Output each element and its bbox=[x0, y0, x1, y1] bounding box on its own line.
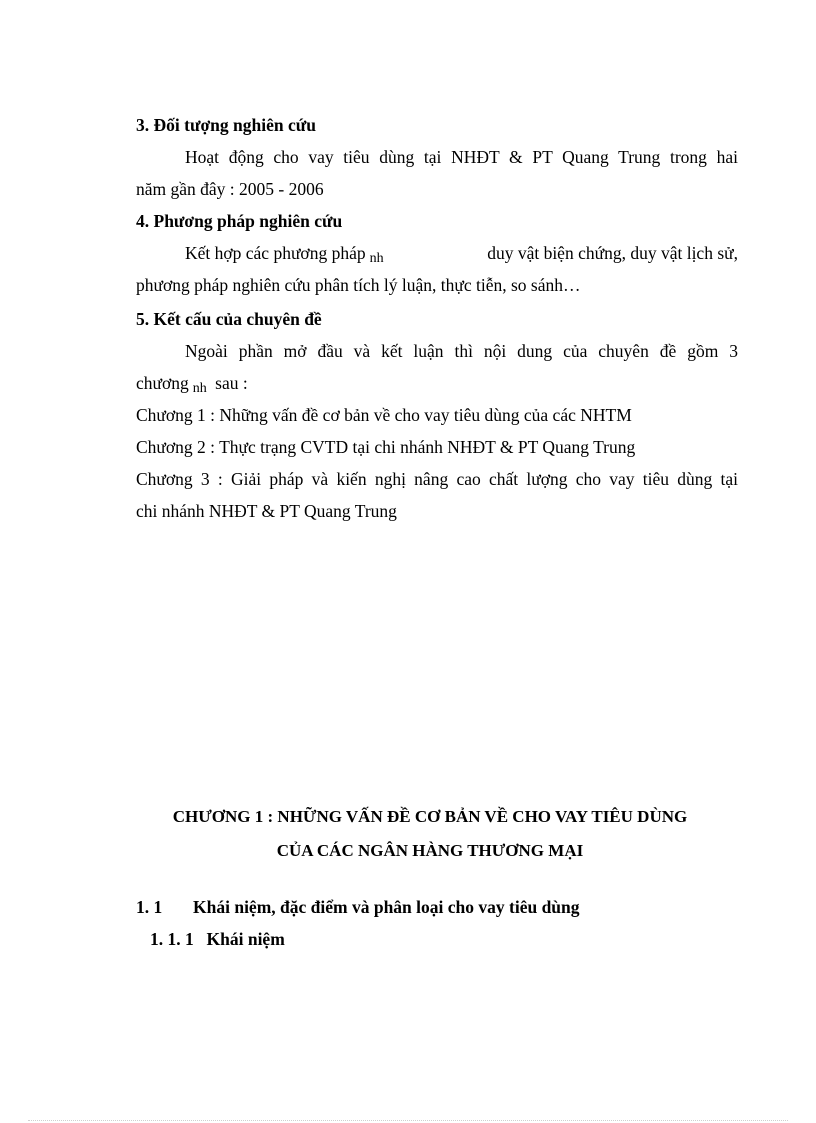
section-5-paragraph-line-2 bbox=[136, 372, 738, 397]
section-4-text-part-b: duy vật biện chứng, duy vật lịch sử, bbox=[487, 243, 738, 263]
section-4-paragraph-line-1 bbox=[185, 242, 738, 267]
chapter-3-outline-line-2: chi nhánh NHĐT & PT Quang Trung bbox=[136, 501, 397, 521]
chapter-3-outline-line-1: Chương 3 : Giải pháp và kiến nghị nâng cao chất lượng cho vay tiêu dùng tại bbox=[136, 469, 738, 489]
section-5-heading: 5. Kết cấu của chuyên đề bbox=[136, 309, 322, 329]
subsection-1-1-1-title: Khái niệm bbox=[206, 929, 285, 949]
section-4-paragraph-line-2: phương pháp nghiên cứu phân tích lý luận, thực tiễn, so sánh… bbox=[136, 275, 581, 295]
section-3-paragraph-line-1: Hoạt động cho vay tiêu dùng tại NHĐT & PT Quang Trung trong hai bbox=[185, 147, 738, 167]
section-5-paragraph-line-1: Ngoài phần mở đầu và kết luận thì nội dung của chuyên đề gồm 3 bbox=[185, 341, 738, 361]
section-5-superscript-fragment: nh bbox=[192, 381, 207, 396]
section-5-text-part-a: chương bbox=[136, 373, 189, 393]
section-5-text-part-b: sau : bbox=[215, 373, 248, 393]
chapter-title-line-1: CHƯƠNG 1 : NHỮNG VẤN ĐỀ CƠ BẢN VỀ CHO VAY TIÊU DÙNG bbox=[172, 807, 688, 826]
chapter-title-line-2: CỦA CÁC NGÂN HÀNG THƯƠNG MẠI bbox=[276, 841, 584, 860]
subsection-1-1-1-heading bbox=[150, 928, 752, 950]
chapter-1-outline: Chương 1 : Những vấn đề cơ bản về cho vay tiêu dùng của các NHTM bbox=[136, 405, 632, 425]
page-bottom-rule bbox=[28, 1120, 788, 1121]
section-3-heading: 3. Đối tượng nghiên cứu bbox=[136, 115, 316, 135]
subsection-1-1-title: Khái niệm, đặc điểm và phân loại cho vay tiêu dùng bbox=[193, 897, 580, 917]
subsection-1-1-1-number: 1. 1. 1 bbox=[150, 929, 194, 949]
section-3-paragraph-line-2: năm gần đây : 2005 - 2006 bbox=[136, 179, 324, 199]
subsection-1-1-number: 1. 1 bbox=[136, 897, 163, 917]
chapter-2-outline: Chương 2 : Thực trạng CVTD tại chi nhánh NHĐT & PT Quang Trung bbox=[136, 437, 636, 457]
subsection-1-1-heading bbox=[136, 896, 738, 918]
section-4-superscript-fragment: nh bbox=[369, 251, 384, 266]
section-4-heading: 4. Phương pháp nghiên cứu bbox=[136, 211, 343, 231]
section-4-text-part-a: Kết hợp các phương pháp bbox=[185, 243, 366, 263]
